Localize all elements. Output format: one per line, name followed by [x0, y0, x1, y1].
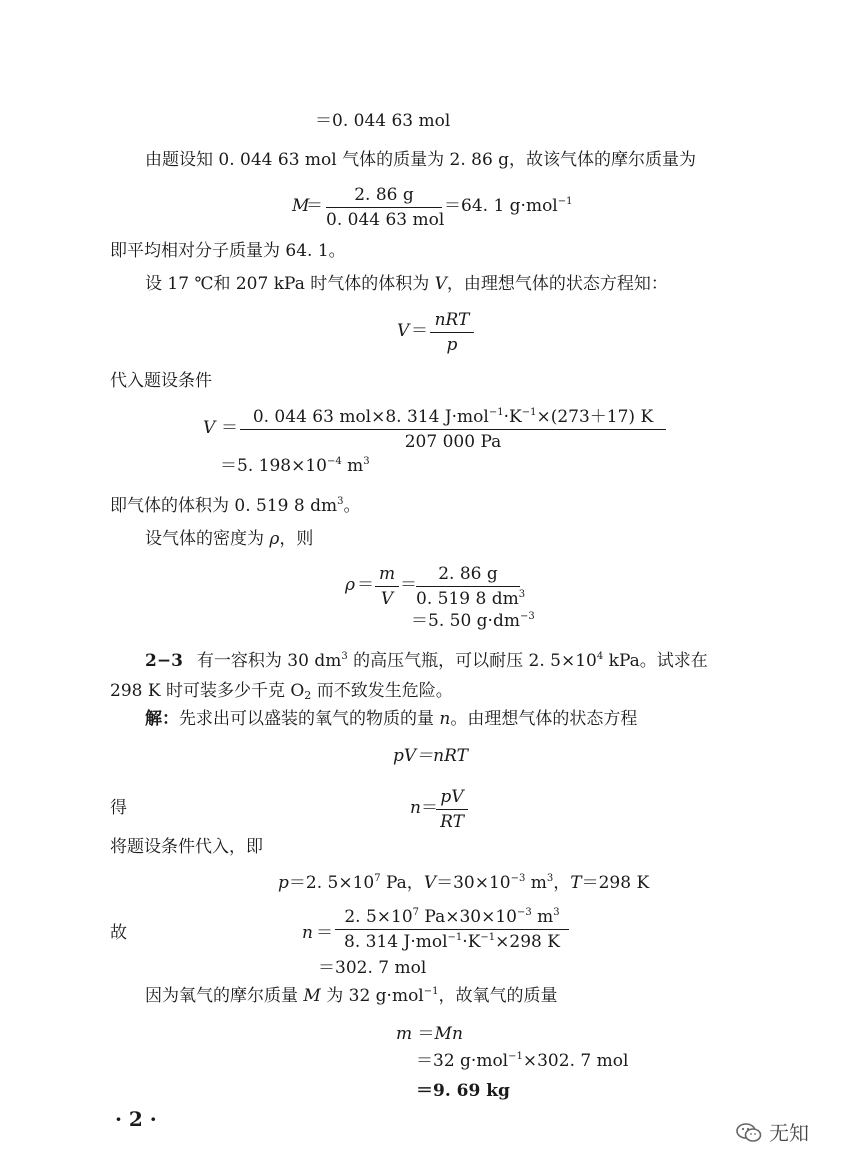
- text-seg: 而不致发生危险。: [311, 681, 453, 701]
- paragraph-substitute-2: 将题设条件代入，即: [110, 837, 263, 857]
- text-seg: ，则: [279, 529, 314, 549]
- eq-m-lhs: M: [292, 196, 310, 216]
- paragraph-oxygen-mass: [145, 985, 558, 1007]
- var-v: V: [423, 873, 437, 893]
- eq-n2-denominator: [335, 931, 569, 953]
- text-seg: ＝298 K: [581, 873, 650, 893]
- eq-v-equals: ＝: [411, 321, 428, 341]
- text-seg: 8. 314 J·mol: [344, 932, 448, 952]
- text-seg: 即气体的体积为 0. 519 8 dm: [110, 496, 338, 516]
- text-seg: ＝5. 50 g·dm: [411, 611, 520, 631]
- fraction-bar: [416, 586, 520, 587]
- fraction-bar: [326, 207, 442, 208]
- eq-v2-denominator: 207 000 Pa: [404, 432, 502, 452]
- eq-n2-fraction: [335, 906, 569, 953]
- paragraph-avg-mass: 即平均相对分子质量为 64. 1。: [110, 241, 346, 261]
- sup: −3: [510, 873, 526, 884]
- text-seg: ×302. 7 mol: [522, 1051, 629, 1071]
- text-seg: 。: [343, 496, 361, 516]
- text-seg: ＝32 g·mol: [416, 1051, 509, 1071]
- watermark: [735, 1117, 809, 1146]
- sup: 3: [363, 456, 370, 467]
- sup: 3: [546, 873, 554, 884]
- fraction-bar: [240, 429, 666, 430]
- page-number: · 2 ·: [115, 1107, 157, 1131]
- eq-m-fraction: [326, 184, 445, 231]
- var-rho: ρ: [269, 529, 280, 549]
- solution-line: [145, 708, 637, 730]
- sup: 4: [596, 651, 604, 662]
- text-seg: 因为氧气的摩尔质量: [145, 986, 304, 1006]
- eq-rho-fraction2: [416, 563, 526, 610]
- var-m: m: [396, 1024, 413, 1044]
- sup: 7: [412, 907, 420, 918]
- eq-m2-line2: [416, 1050, 628, 1072]
- text-seg: 2. 5×10: [344, 907, 413, 927]
- eq-v2-result: [220, 455, 370, 477]
- sup: 3: [337, 496, 344, 507]
- eq-m2-line3: ＝9. 69 kg: [416, 1081, 510, 1101]
- var-mn: Mn: [434, 1024, 463, 1044]
- paragraph-density-setup: [145, 528, 313, 550]
- paragraph-gas-volume: [110, 495, 360, 517]
- eq-v2-numerator: [240, 406, 666, 428]
- eq-n-numerator: pV: [440, 787, 464, 807]
- eq-n2-numerator: [335, 906, 569, 928]
- eq-rho-den2: [416, 588, 526, 610]
- text-seg: 0. 519 8 dm: [416, 589, 519, 609]
- eq-rho-result: [411, 610, 535, 632]
- var-m: M: [303, 986, 321, 1006]
- eq-pv-nrt: pV＝nRT: [393, 746, 468, 766]
- sup: −4: [326, 456, 342, 467]
- text-seg: 设 17 ℃和 207 kPa 时气体的体积为: [145, 274, 435, 294]
- text-seg: Pa，: [380, 873, 424, 893]
- fraction-bar: [335, 929, 569, 930]
- eq-rho-fraction1: [375, 563, 399, 610]
- text-seg: ，故氧气的质量: [438, 986, 558, 1006]
- eq-rho-num1: m: [378, 564, 396, 584]
- fraction-bar: [430, 332, 474, 333]
- watermark-text: 无知: [769, 1121, 809, 1145]
- text-seg: m: [341, 456, 364, 476]
- eq-rho-equals1: ＝: [357, 575, 374, 595]
- eq-v-fraction: [430, 309, 474, 356]
- text-seg: m: [531, 907, 554, 927]
- sup: −1: [488, 407, 504, 418]
- eq-n2-result: ＝302. 7 mol: [318, 958, 427, 978]
- sup: −3: [519, 611, 535, 622]
- label-gu: 故: [110, 923, 127, 943]
- sup: −1: [508, 1051, 523, 1062]
- sup: −3: [517, 907, 532, 918]
- text-seg: 有一容积为 30 dm: [196, 651, 342, 671]
- fraction-bar: [436, 809, 468, 810]
- fraction-bar: [375, 586, 399, 587]
- eq-conditions: [278, 872, 649, 894]
- eq-v2-fraction: [240, 406, 666, 453]
- sup: −1: [423, 986, 439, 997]
- text-seg: m: [525, 873, 547, 893]
- text-seg: ＝: [412, 1024, 435, 1044]
- eq-m-equals: ＝: [306, 196, 323, 216]
- sup: −1: [480, 932, 496, 943]
- text-seg: ＝30×10: [436, 873, 511, 893]
- eq-n2-lhs: n: [302, 923, 313, 943]
- text-seg: ·K: [462, 932, 481, 952]
- text-seg: 的高压气瓶，可以耐压 2. 5×10: [347, 651, 597, 671]
- eq-n-lhs: n: [410, 798, 421, 818]
- text-seg: kPa。试求在: [603, 651, 708, 671]
- text-seg: ，: [553, 873, 571, 893]
- text-seg: 0. 044 63 mol×8. 314 J·mol: [252, 407, 489, 427]
- paragraph-molar-mass: 由题设知 0. 044 63 mol 气体的质量为 2. 86 g，故该气体的摩尔质量为: [145, 150, 697, 170]
- var-p: p: [278, 873, 289, 893]
- text-seg: 为 32 g·mol: [320, 986, 424, 1006]
- sup: −1: [521, 407, 537, 418]
- text-seg: ·K: [503, 407, 522, 427]
- text-seg: Pa×30×10: [419, 907, 517, 927]
- eq-m-result-sup: −1: [557, 196, 573, 207]
- eq-m2-line1: [396, 1023, 463, 1045]
- text-seg: ＝2. 5×10: [288, 873, 375, 893]
- paragraph-substitute: 代入题设条件: [110, 371, 212, 391]
- eq-n-equals: ＝: [421, 798, 438, 818]
- sup: −1: [447, 932, 463, 943]
- text-seg: 298 K 时可装多少千克 O: [110, 681, 305, 701]
- eq-m-result: [444, 195, 573, 217]
- eq-rho-lhs: ρ: [345, 575, 355, 595]
- text-seg: 设气体的密度为: [145, 529, 270, 549]
- wechat-icon: [735, 1122, 763, 1144]
- paragraph-volume-setup: [145, 273, 668, 295]
- eq-m-denominator: 0. 044 63 mol: [326, 210, 445, 230]
- eq-v2-lhs: V: [203, 418, 216, 438]
- text-seg: 先求出可以盛装的氧气的物质的量: [179, 709, 440, 729]
- eq-v-lhs: V: [397, 321, 410, 341]
- eq-v-numerator: nRT: [434, 310, 470, 330]
- solution-label: 解：: [145, 709, 179, 729]
- label-de: 得: [110, 798, 127, 818]
- eq-v2-equals: ＝: [221, 418, 238, 438]
- eq-n-denominator: RT: [440, 812, 464, 832]
- problem-2-3-line2: [110, 680, 453, 702]
- var-v: V: [434, 274, 447, 294]
- text-seg: ＝5. 198×10: [220, 456, 327, 476]
- problem-2-3-line1: [145, 650, 708, 672]
- eq-v-denominator: p: [446, 335, 458, 355]
- sup: 3: [553, 907, 560, 918]
- eq-rho-num2: 2. 86 g: [438, 564, 498, 584]
- eq-n-fraction: [436, 786, 468, 833]
- eq-n2-equals: ＝: [316, 923, 333, 943]
- eq-m-result-text: ＝64. 1 g·mol: [444, 196, 558, 216]
- result-line-mol: ＝0. 044 63 mol: [315, 111, 451, 131]
- text-seg: ×(273＋17) K: [536, 407, 654, 427]
- sup: 7: [374, 873, 381, 884]
- var-n: n: [439, 709, 451, 729]
- eq-m-numerator: 2. 86 g: [354, 185, 414, 205]
- text-seg: 。由理想气体的状态方程: [450, 709, 638, 729]
- eq-rho-equals2: ＝: [400, 575, 417, 595]
- text-seg: ，由理想气体的状态方程知：: [446, 274, 668, 294]
- sup: 3: [518, 589, 526, 600]
- var-t: T: [570, 873, 582, 893]
- sub: 2: [304, 689, 312, 702]
- eq-rho-den1: V: [380, 589, 394, 609]
- sup: 3: [341, 651, 348, 662]
- problem-number: 2−3: [145, 651, 183, 671]
- text-seg: ×298 K: [495, 932, 560, 952]
